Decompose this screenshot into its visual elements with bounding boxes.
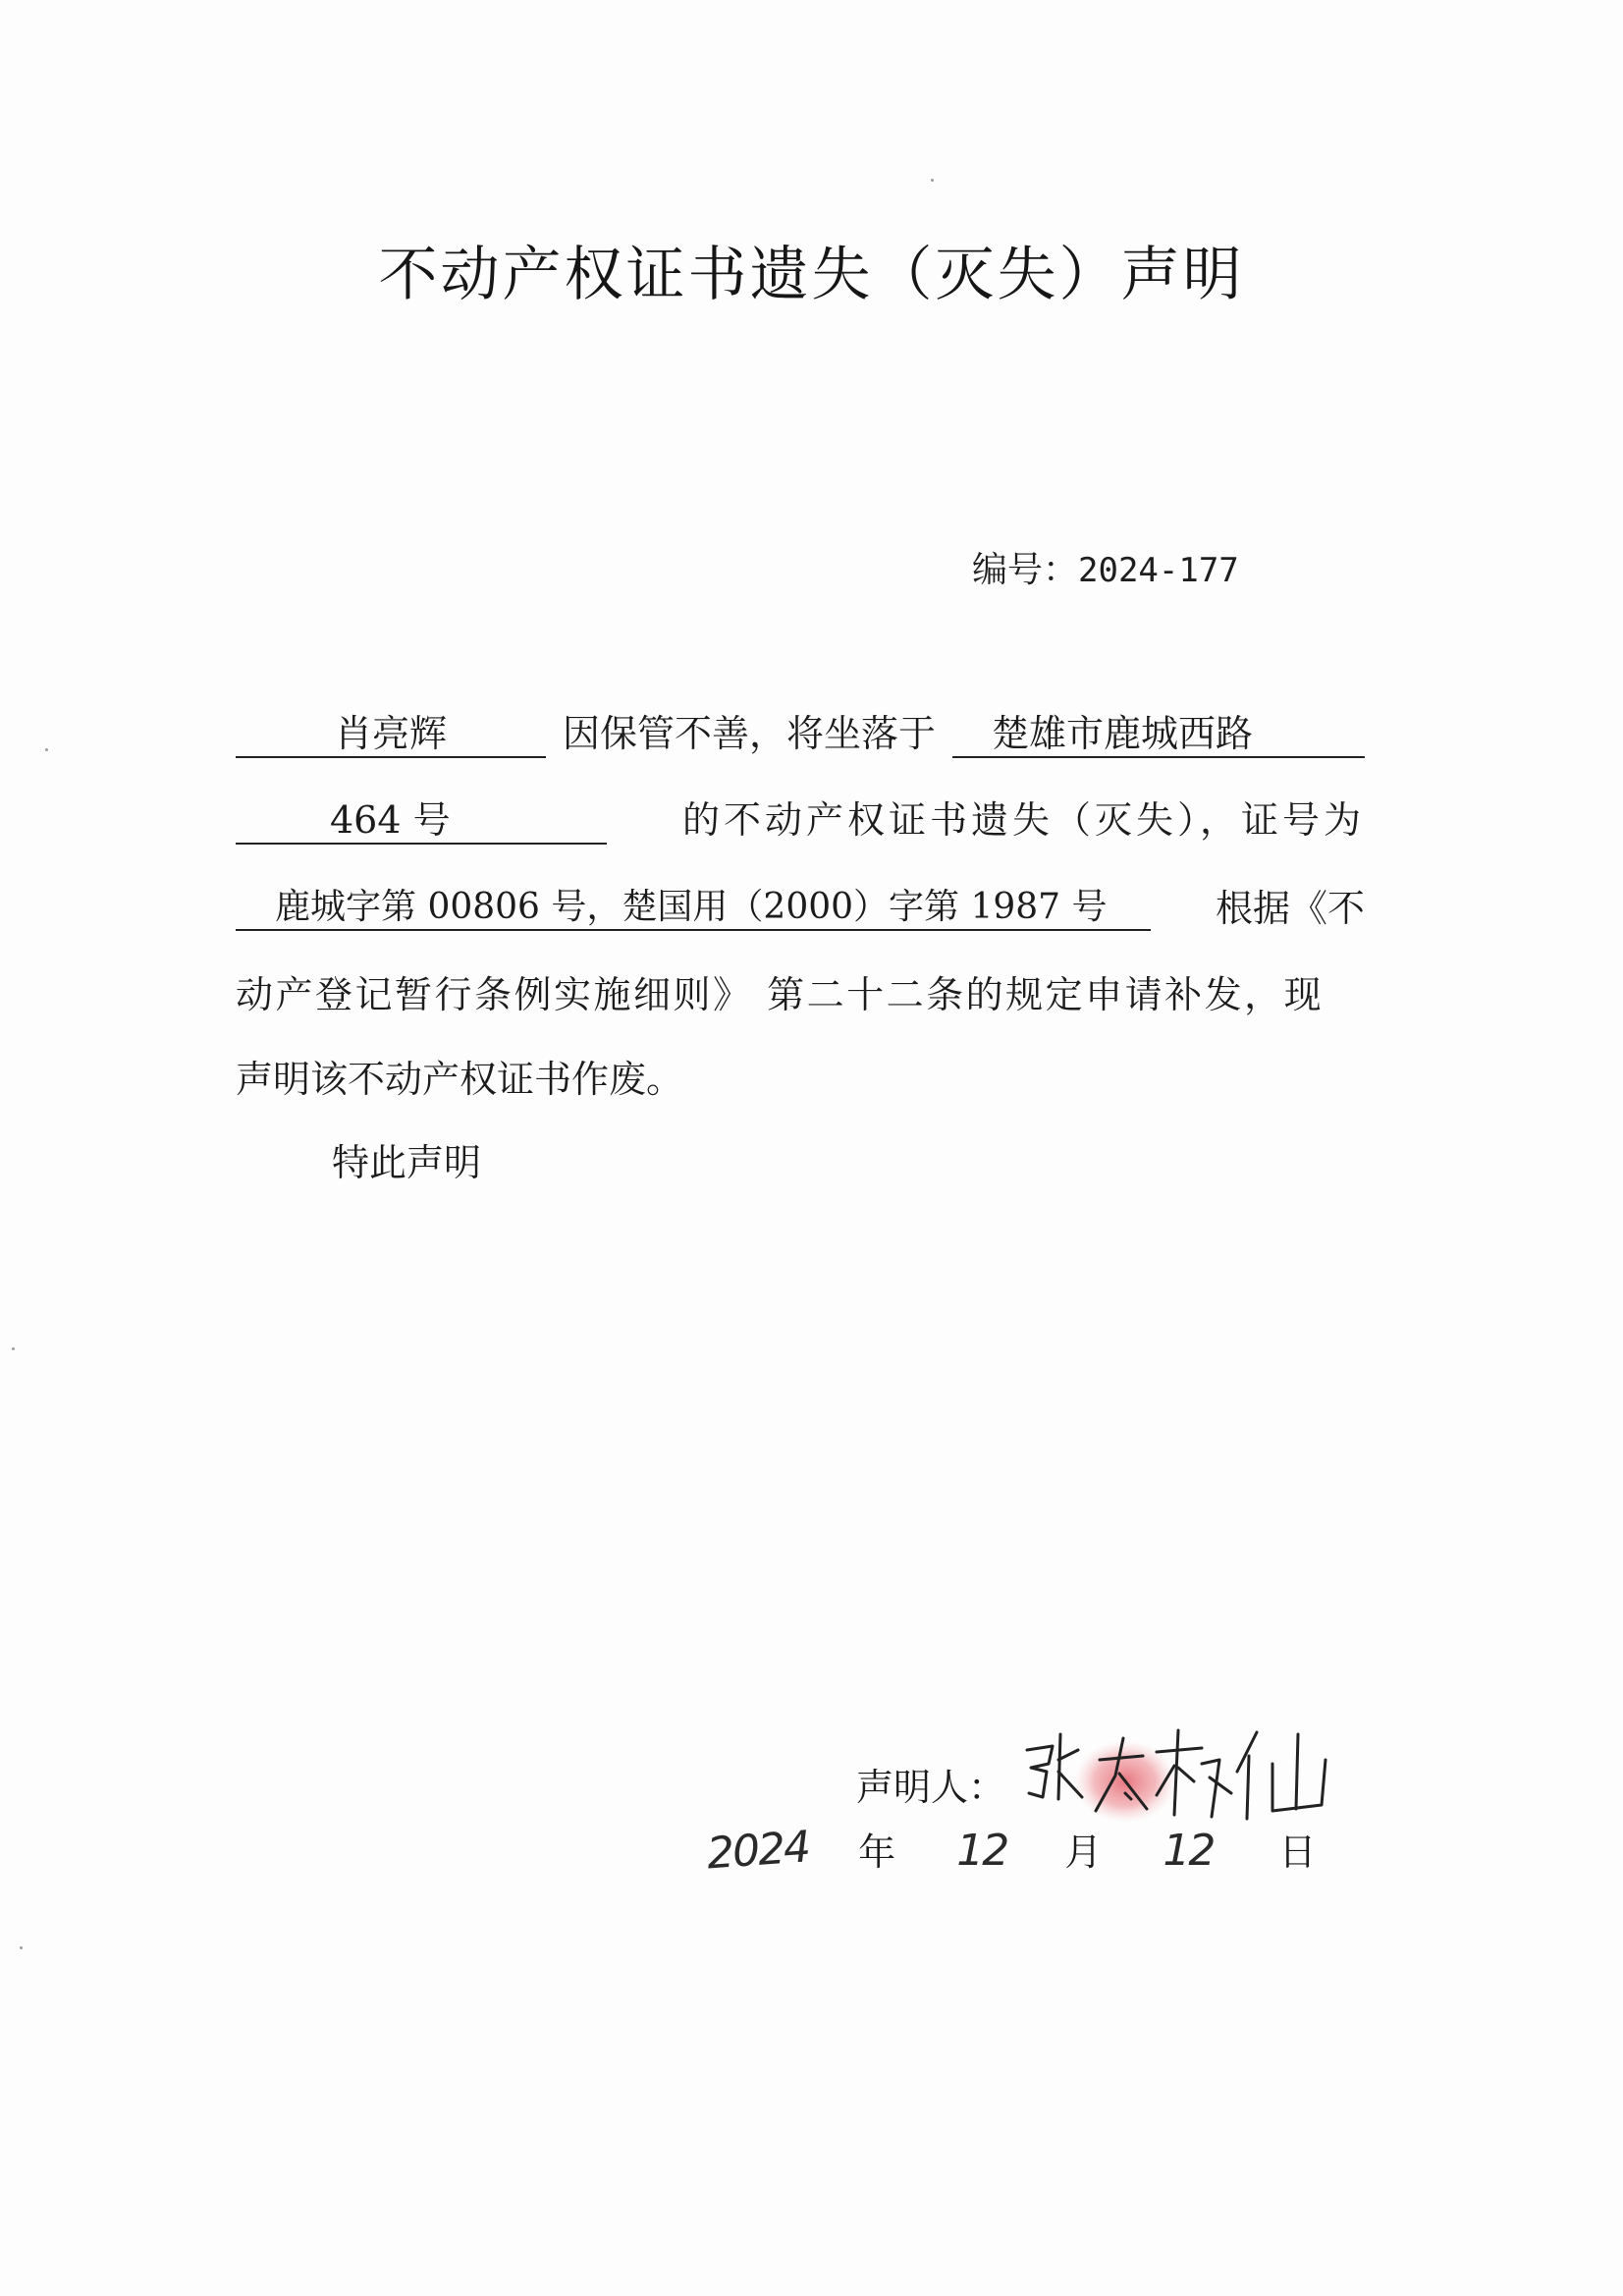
- scan-speck: [20, 1946, 23, 1949]
- closing-statement: 特此声明: [332, 1141, 482, 1184]
- signature-with-seal-icon: [1009, 1721, 1363, 1829]
- scan-speck: [12, 1347, 15, 1350]
- document-number-label: 编号：: [972, 550, 1079, 590]
- owner-name-field: 肖亮辉: [236, 715, 546, 758]
- body-line-3: [236, 887, 1365, 931]
- text-after-address: 的不动产权证书遗失（灭失），证号为: [681, 798, 1365, 842]
- text-line3-tail: 根据《不: [1215, 887, 1365, 930]
- date-day: 12: [1163, 1826, 1215, 1876]
- handwritten-signature: [1009, 1721, 1363, 1829]
- body-line-2: [236, 798, 1365, 845]
- scan-speck: [931, 179, 934, 182]
- document-number-value: 2024-177: [1078, 551, 1239, 590]
- scan-speck: [45, 748, 48, 751]
- date-month: 12: [956, 1826, 1008, 1876]
- body-line-5: 声明该不动产权证书作废。: [236, 1058, 684, 1101]
- address-field-part1: 楚雄市鹿城西路: [952, 715, 1365, 758]
- date-year: 2024: [705, 1822, 811, 1880]
- document-title: 不动产权证书遗失（灭失）声明: [378, 241, 1245, 309]
- document-number: [972, 542, 1239, 592]
- date-month-suffix: 月: [1064, 1831, 1103, 1874]
- date-day-suffix: 日: [1278, 1831, 1317, 1874]
- body-line-4: 动产登记暂行条例实施细则》 第二十二条的规定申请补发，现: [236, 973, 1325, 1016]
- text-after-name: 因保管不善，将坐落于: [562, 712, 936, 755]
- address-field-part2: 464 号: [236, 801, 607, 845]
- signer-row: [856, 1721, 1363, 1829]
- body-line-1: [236, 712, 1365, 758]
- signer-label: 声明人：: [856, 1766, 1006, 1809]
- date-row: [705, 1822, 1317, 1880]
- date-year-suffix: 年: [858, 1831, 896, 1874]
- certificate-numbers-field: 鹿城字第 00806 号，楚国用（2000）字第 1987 号: [236, 890, 1151, 931]
